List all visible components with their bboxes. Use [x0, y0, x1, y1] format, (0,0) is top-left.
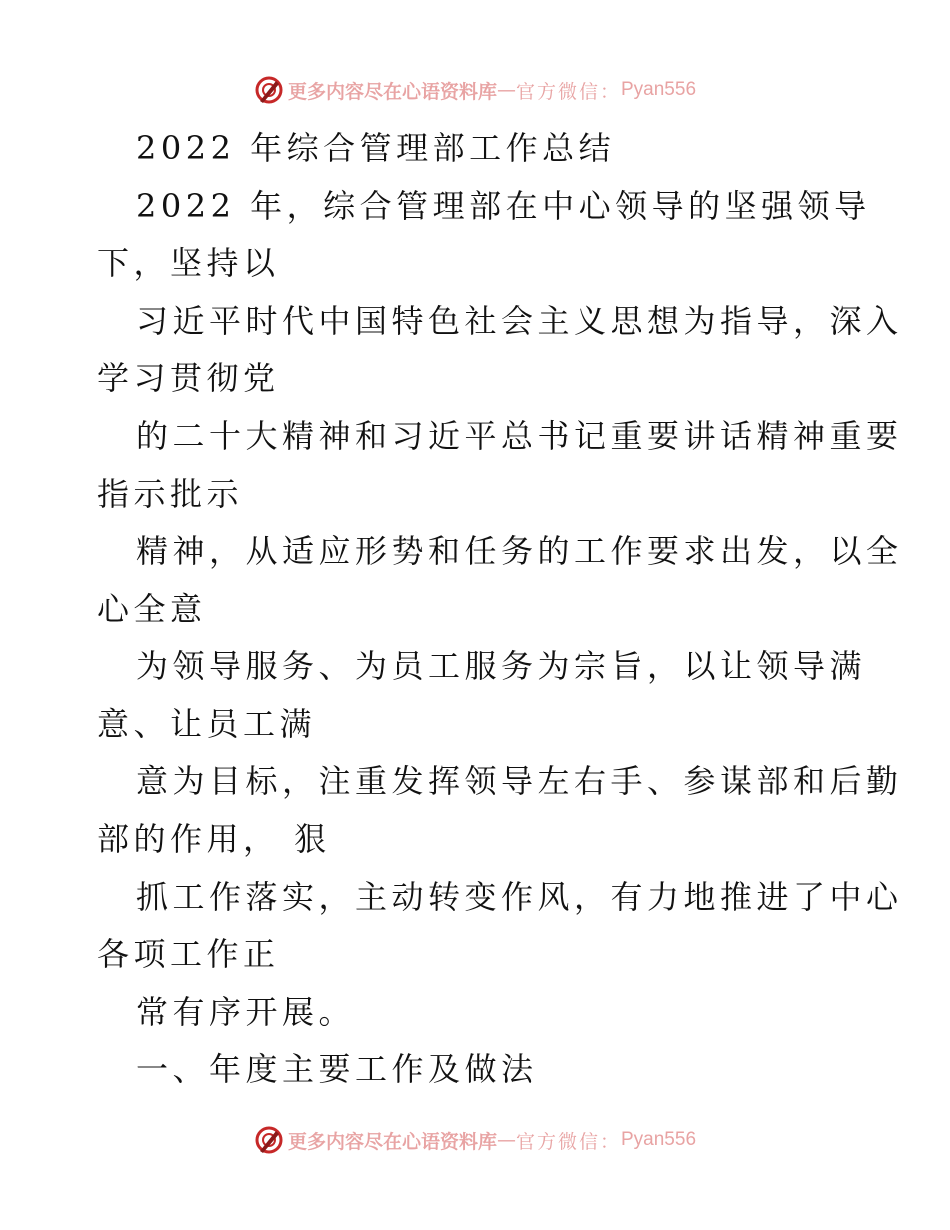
- paragraph-line: 学习贯彻党: [97, 359, 280, 397]
- banner-wechat-id: Pyan556: [621, 79, 697, 100]
- paragraph-line: 意为目标，注重发挥领导左右手、参谋部和后勤: [136, 762, 903, 800]
- paragraph-line: 常有序开展。: [136, 993, 356, 1031]
- paragraph-line: 心全意: [97, 590, 207, 628]
- banner-sub-text: 官方微信：: [515, 80, 621, 103]
- paragraph-line: 为领导服务、为员工服务为宗旨，以让领导满: [136, 647, 867, 685]
- quill-logo-icon: [254, 1125, 284, 1155]
- banner-main-text: 更多内容尽在心语资料库: [287, 80, 497, 103]
- paragraph-line: 意、让员工满: [97, 705, 317, 743]
- paragraph-line: 抓工作落实，主动转变作风，有力地推进了中心: [136, 878, 903, 916]
- paragraph-line: 的二十大精神和习近平总书记重要讲话精神重要: [136, 417, 903, 455]
- banner-sub-text: 官方微信：: [515, 1130, 621, 1153]
- banner-dash: —: [496, 79, 516, 101]
- doc-title: 2022 年综合管理部工作总结: [136, 129, 616, 167]
- banner-main-text: 更多内容尽在心语资料库: [287, 1130, 497, 1153]
- banner-dash: —: [496, 1129, 516, 1151]
- banner-wechat-id: Pyan556: [621, 1129, 697, 1150]
- footer-banner: [0, 1120, 950, 1160]
- quill-logo-icon: [254, 75, 284, 105]
- paragraph-line: 2022 年，综合管理部在中心领导的坚强领导: [136, 187, 871, 225]
- paragraph-line: 各项工作正: [97, 935, 280, 973]
- paragraph-line: 部的作用， 狠: [97, 820, 331, 858]
- section-heading: 一、年度主要工作及做法: [136, 1050, 538, 1088]
- paragraph-line: 指示批示: [97, 475, 244, 513]
- header-banner: [0, 70, 950, 110]
- paragraph-line: 下，坚持以: [97, 244, 280, 282]
- paragraph-line: 习近平时代中国特色社会主义思想为指导，深入: [136, 302, 903, 340]
- paragraph-line: 精神，从适应形势和任务的工作要求出发，以全: [136, 532, 903, 570]
